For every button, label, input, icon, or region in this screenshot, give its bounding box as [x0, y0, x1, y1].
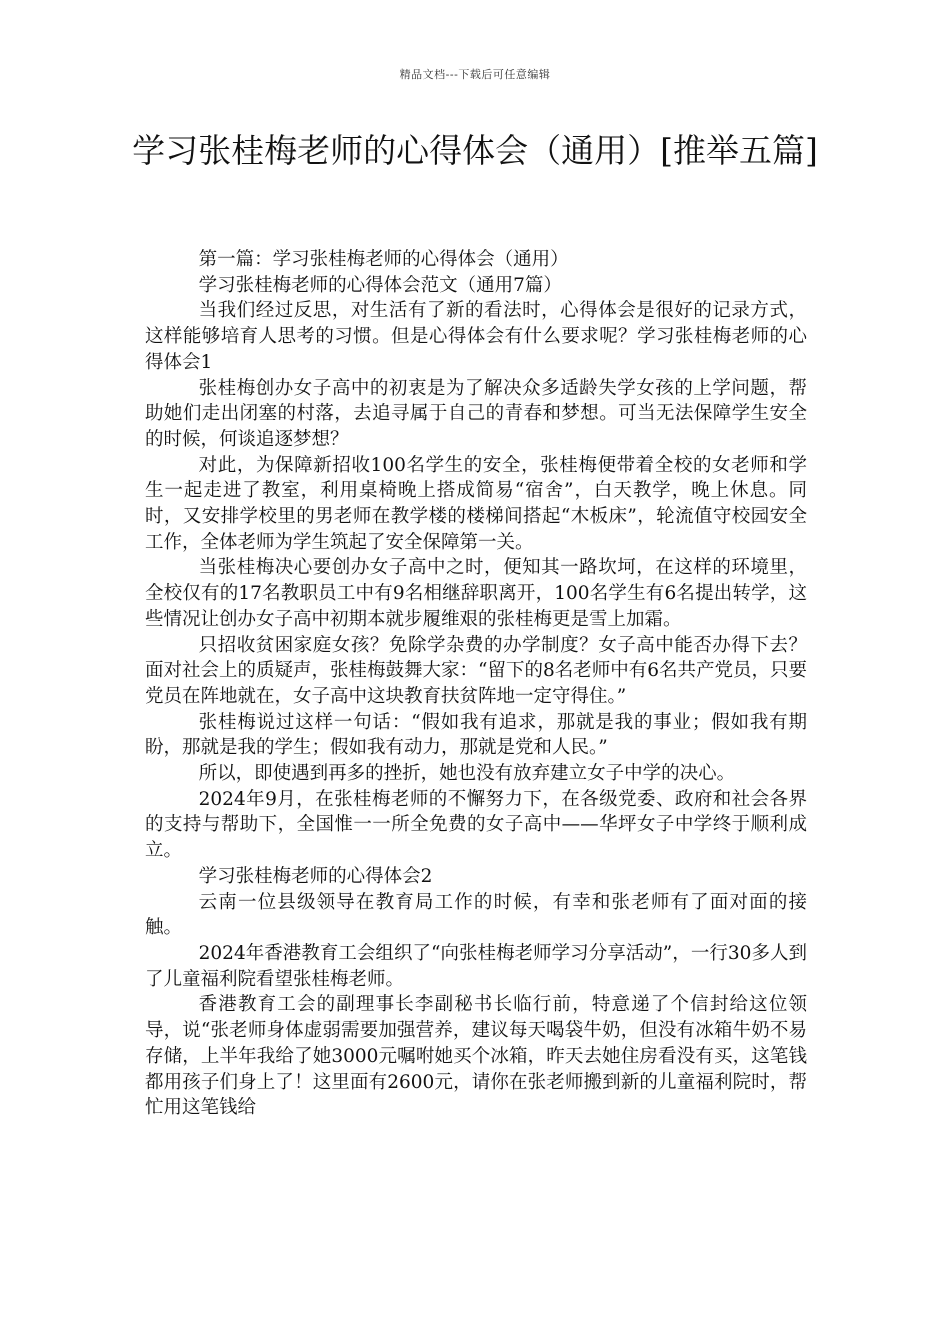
document-body	[145, 247, 807, 1121]
paragraph: 学习张桂梅老师的心得体会范文（通用7篇）	[198, 274, 562, 296]
paragraph: 当张桂梅决心要创办女子高中之时，便知其一路坎坷，在这样的环境里，全校仅有的17名教职员工中有9名相继辞职离开，100名学生有6名提出转学，这些情况让创办女子高中初期本就步履维艰的张桂梅更是雪上加霜。	[145, 557, 807, 630]
paragraph: 2024年香港教育工会组织了“向张桂梅老师学习分享活动”，一行30多人到了儿童福利院看望张桂梅老师。	[145, 942, 807, 990]
paragraph: 张桂梅创办女子高中的初衷是为了解决众多适龄失学女孩的上学问题，帮助她们走出闭塞的村落，去追寻属于自己的青春和梦想。可当无法保障学生安全的时候，何谈追逐梦想？	[145, 377, 807, 450]
paragraph: 香港教育工会的副理事长李副秘书长临行前，特意递了个信封给这位领导，说“张老师身体虚弱需要加强营养，建议每天喝袋牛奶，但没有冰箱牛奶不易存储，上半年我给了她3000元嘱咐她买个冰箱，昨天去她住房看没有买，这笔钱都用孩子们身上了！这里面有2600元，请你在张老师搬到新的儿童福利院时，帮忙用这笔钱给	[145, 994, 807, 1119]
paragraph: 只招收贫困家庭女孩？免除学杂费的办学制度？女子高中能否办得下去？面对社会上的质疑声，张桂梅鼓舞大家：“留下的8名老师中有6名共产党员，只要党员在阵地就在，女子高中这块教育扶贫阵地一定守得住。”	[145, 634, 808, 707]
paragraph: 2024年9月，在张桂梅老师的不懈努力下，在各级党委、政府和社会各界的支持与帮助下，全国惟一一所全免费的女子高中——华坪女子中学终于顺利成立。	[145, 788, 807, 862]
header-note: 精品文档---下载后可任意编辑	[399, 68, 551, 81]
document-title: 学习张桂梅老师的心得体会（通用）[推举五篇]	[132, 131, 818, 170]
paragraph: 对此，为保障新招收100名学生的安全，张桂梅便带着全校的女老师和学生一起走进了教室，利用桌椅晚上搭成简易“宿舍”，白天教学，晚上休息。同时，又安排学校里的男老师在教学楼的楼梯间搭起“木板床”，轮流值守校园安全工作，全体老师为学生筑起了安全保障第一关。	[145, 454, 807, 553]
paragraph: 学习张桂梅老师的心得体会2	[198, 865, 433, 887]
paragraph: 第一篇：学习张桂梅老师的心得体会（通用）	[198, 249, 569, 270]
paragraph: 张桂梅说过这样一句话：“假如我有追求，那就是我的事业；假如我有期盼，那就是我的学生；假如我有动力，那就是党和人民。”	[145, 711, 807, 759]
paragraph: 当我们经过反思，对生活有了新的看法时，心得体会是很好的记录方式，这样能够培育人思考的习惯。但是心得体会有什么要求呢？学习张桂梅老师的心得体会1	[145, 300, 807, 373]
paragraph: 所以，即使遇到再多的挫折，她也没有放弃建立女子中学的决心。	[198, 763, 736, 785]
paragraph: 云南一位县级领导在教育局工作的时候，有幸和张老师有了面对面的接触。	[145, 891, 807, 939]
